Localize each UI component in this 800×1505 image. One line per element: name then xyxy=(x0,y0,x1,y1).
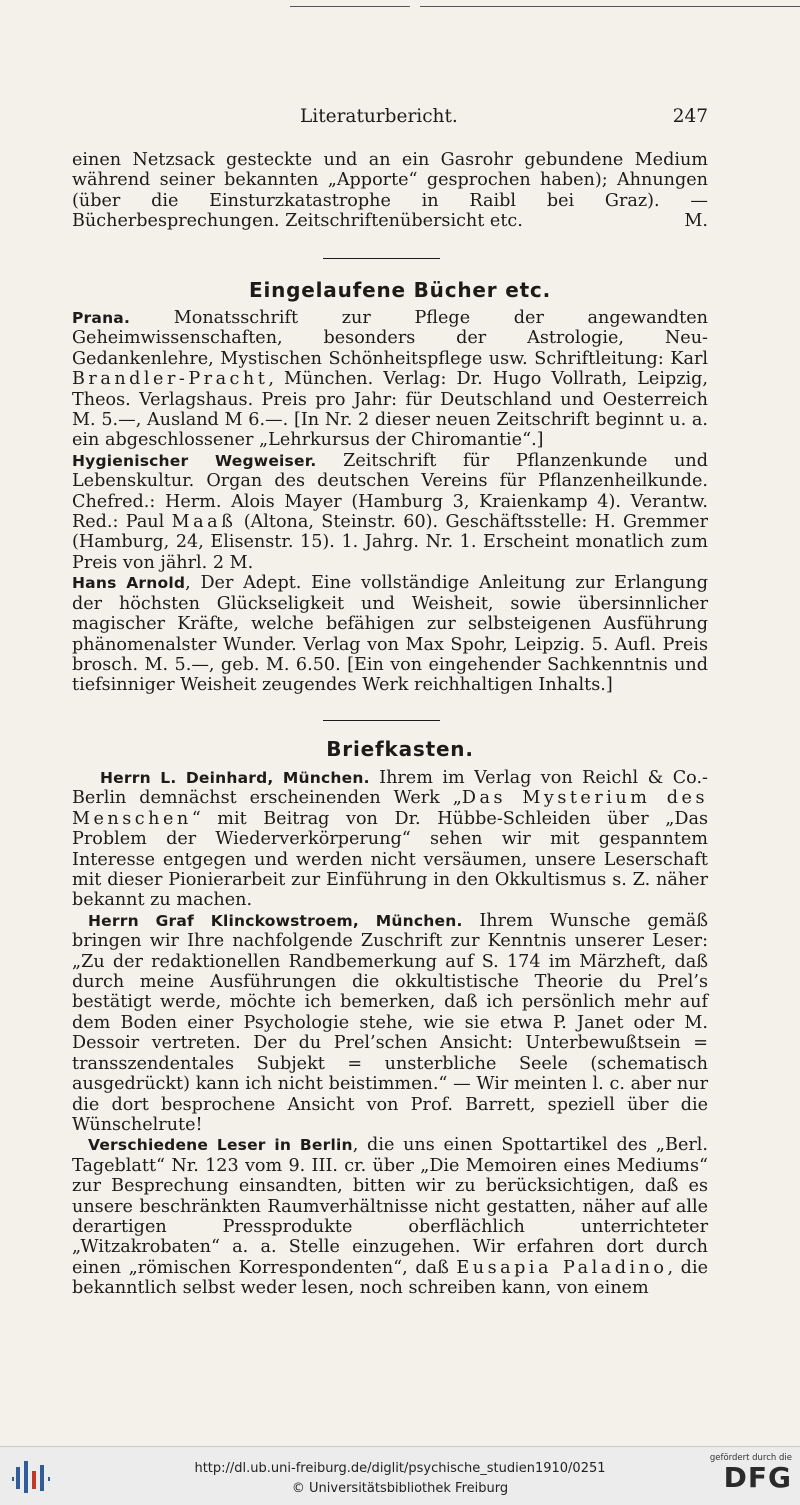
funder-logo-text: DFG xyxy=(723,1461,792,1494)
section-divider xyxy=(323,258,440,259)
viewer-footer xyxy=(0,1446,800,1505)
continuation-text: einen Netzsack gesteckte und an ein Gasrohr gebundene Medium während seiner bekannten „Apporte“ gesprochen haben); Ahnungen (über die Einsturzkatastrophe in Raibl bei Graz). — Bücherbesprechungen. Zeitschriftenübersicht etc. xyxy=(72,150,708,232)
books-list xyxy=(72,308,708,696)
entry-label: Hygienischer Wegweiser. xyxy=(72,451,317,470)
permalink-url[interactable]: http://dl.ub.uni-freiburg.de/diglit/psychische_studien1910/0251 xyxy=(194,1461,606,1476)
entry-label: Herrn L. Deinhard, München. xyxy=(100,769,370,787)
dfg-logo xyxy=(700,1453,792,1499)
section-heading-letters: Briefkasten. xyxy=(326,737,474,761)
book-entry: Prana. Monatsschrift zur Pflege der angewandten Geheimwissenschaften, besonders der Astrologie, Neu-Gedankenlehre, Mystischen Schönheitspflege usw. Schriftleitung: Karl Brandler-Pracht, München. Verlag: Dr. Hugo Vollrath, Leipzig, Theos. Verlagshaus. Preis pro Jahr: für Deutschland und Oesterreich M. 5.—, Ausland M 6.—. [In Nr. 2 dieser neuen Zeitschrift beginnt u. a. ein abgeschlossener „Lehrkursus der Chiromantie“.] xyxy=(72,308,708,451)
author-signature: M. xyxy=(684,211,708,232)
entry-label: Herrn Graf Klinckowstroem, München. xyxy=(88,911,463,930)
letter-entry: Herrn L. Deinhard, München. Ihrem im Verlag von Reichl & Co.-Berlin demnächst erscheinenden Werk „Das Mysterium des Menschen“ mit Beitrag von Dr. Hübbe-Schleiden über „Das Problem der Wiederverkörperung“ sehen wir mit gespanntem Interesse entgegen und werden nicht versäumen, unsere Leserschaft mit dieser Pionierarbeit zur Einführung in den Okkultismus s. Z. näher bekannt zu machen. xyxy=(72,768,709,911)
copyright-notice: © Universitätsbibliothek Freiburg xyxy=(291,1481,509,1496)
continuation-paragraph xyxy=(72,150,708,232)
book-entry: Hygienischer Wegweiser. Zeitschrift für Pflanzenkunde und Lebenskultur. Organ des deutschen Vereins für Pflanzenheilkunde. Chefred.: Herm. Alois Mayer (Hamburg 3, Kraienkamp 4). Verantw. Red.: Paul Maaß (Altona, Steinstr. 60). Geschäftsstelle: H. Gremmer (Hamburg, 24, Elisenstr. 15). 1. Jahrg. Nr. 1. Erscheint monatlich zum Preis von jährl. 2 M. xyxy=(72,450,709,573)
page-number: 247 xyxy=(672,106,708,127)
running-title: Literaturbericht. xyxy=(300,106,458,127)
letter-entry: Verschiedene Leser in Berlin, die uns einen Spottartikel des „Berl. Tageblatt“ Nr. 123 vom 9. III. cr. über „Die Memoiren eines Mediums“ zur Besprechung einsandten, bitten wir zu berücksichtigen, daß es unsere beschränkten Raumverhältnisse nicht gestatten, näher auf alle derartigen Pressprodukte oberflächlich unterrichteter „Witzakrobaten“ a. a. Stelle einzugehen. Wir erfahren dort durch einen „römischen Korrespondenten“, daß Eusapia Paladino, die bekanntlich selbst weder lesen, noch schreiben kann, von einem xyxy=(72,1135,708,1299)
letter-entry: Herrn Graf Klinckowstroem, München. Ihrem Wunsche gemäß bringen wir Ihre nachfolgende Zuschrift zur Kenntnis unserer Leser: „Zu der redaktionellen Randbemerkung auf S. 174 im Märzheft, daß durch meine Ausführungen die okkultistische Theorie du Prel’s bestätigt werde, möchte ich bemerken, daß ich persönlich mehr auf dem Boden einer Psychologie stehe, wie sie etwa P. Janet oder M. Dessoir vertreten. Der du Prel’schen Ansicht: Unterbewußtsein = transszendentales Subjekt = unsterbliche Seele (schematisch ausgedrückt) kann ich nicht beistimmen.“ — Wir meinten l. c. aber nur die dort besprochene Ansicht von Prof. Barrett, speziell über die Wünschelrute! xyxy=(72,910,708,1135)
book-entry: Hans Arnold, Der Adept. Eine vollständige Anleitung zur Erlangung der höchsten Glückseligkeit und Weisheit, sowie übersinnlicher magischer Kräfte, welche befähigen zur selbsteigenen Ausführung phänomenalster Wunder. Verlag von Max Spohr, Leipzig. 5. Aufl. Preis brosch. M. 5.—, geb. M. 6.50. [Ein von eingehender Sachkenntnis und tiefsinniger Weisheit zeugendes Werk reichhaltigen Inhalts.] xyxy=(72,573,708,696)
section-divider xyxy=(323,720,440,721)
section-heading-books: Eingelaufene Bücher etc. xyxy=(248,278,551,302)
entry-label: Hans Arnold xyxy=(72,574,186,593)
letters-list xyxy=(72,768,708,1299)
running-header xyxy=(300,106,708,130)
entry-label: Verschiedene Leser in Berlin xyxy=(88,1136,353,1155)
funder-caption: gefördert durch die xyxy=(709,1453,792,1463)
entry-label: Prana. xyxy=(72,309,131,327)
